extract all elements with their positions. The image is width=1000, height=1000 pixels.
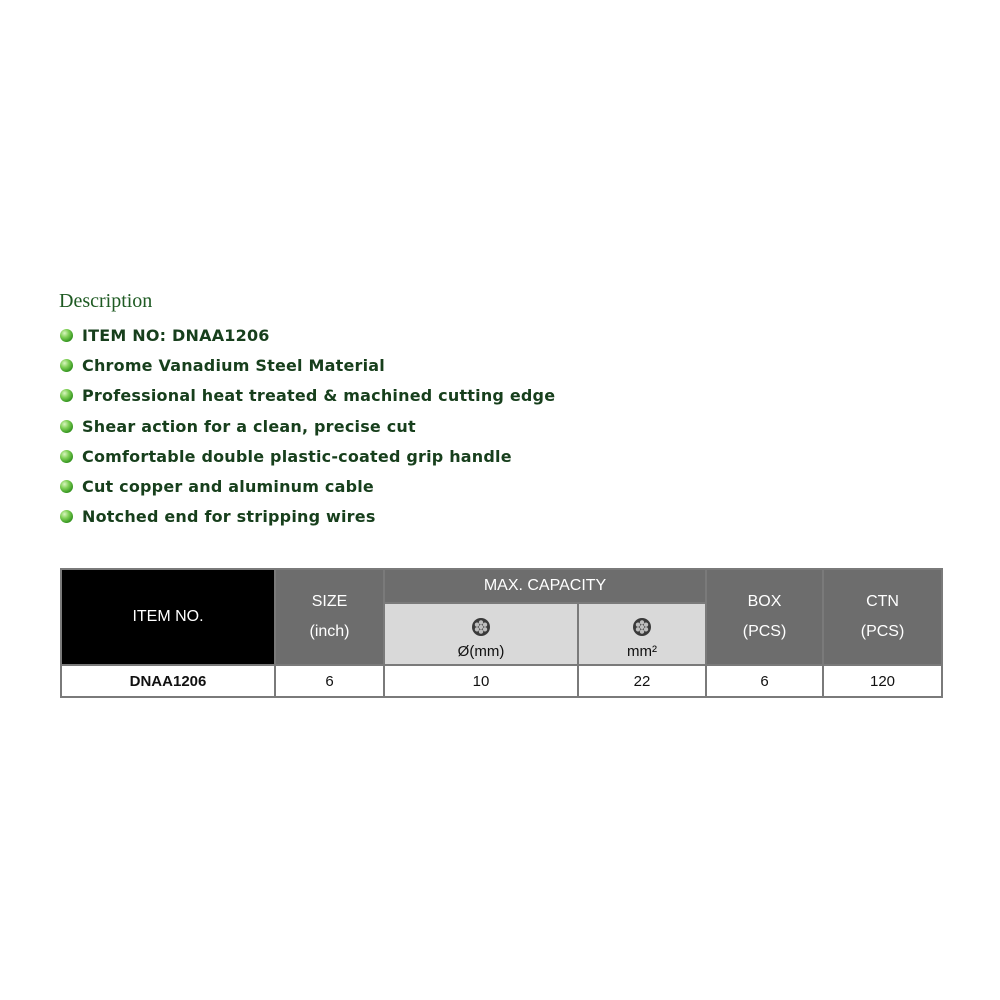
header-size (275, 569, 384, 665)
header-area (578, 603, 706, 665)
table-row (61, 665, 942, 697)
green-bullet-icon (60, 329, 73, 342)
green-bullet-icon (60, 450, 73, 463)
header-max-capacity (384, 569, 706, 603)
feature-item (60, 350, 555, 380)
header-box-label: BOX (747, 593, 782, 610)
cable-cross-section-icon (471, 617, 491, 637)
spec-table (60, 568, 943, 698)
feature-text: Chrome Vanadium Steel Material (82, 355, 385, 375)
cell-area: 22 (578, 665, 706, 697)
feature-text: Notched end for stripping wires (82, 507, 376, 527)
cell-size: 6 (275, 665, 384, 697)
header-ctn (823, 569, 942, 665)
header-ctn-label: CTN (866, 593, 899, 610)
feature-text: Cut copper and aluminum cable (82, 477, 374, 497)
description-title: Description (59, 290, 153, 312)
header-diameter-label: Ø(mm) (457, 643, 505, 660)
header-area-label: mm² (627, 643, 657, 660)
header-size-label: SIZE (311, 593, 348, 610)
cell-box: 6 (706, 665, 823, 697)
feature-item (60, 320, 555, 350)
header-item-no-label: ITEM NO. (132, 608, 204, 625)
header-item-no (61, 569, 275, 665)
header-ctn-unit: (PCS) (860, 623, 905, 640)
header-diameter (384, 603, 578, 665)
cable-cross-section-icon (632, 617, 652, 637)
header-box (706, 569, 823, 665)
header-box-unit: (PCS) (742, 623, 787, 640)
feature-text: Professional heat treated & machined cutting edge (82, 386, 556, 406)
cell-item-no: DNAA1206 (61, 665, 275, 697)
feature-item (60, 441, 555, 471)
feature-text: Comfortable double plastic-coated grip handle (82, 446, 512, 466)
feature-item (60, 411, 555, 441)
feature-item (60, 502, 555, 532)
green-bullet-icon (60, 359, 73, 372)
green-bullet-icon (60, 420, 73, 433)
cell-ctn: 120 (823, 665, 942, 697)
green-bullet-icon (60, 480, 73, 493)
header-max-capacity-label: MAX. CAPACITY (483, 577, 607, 594)
green-bullet-icon (60, 389, 73, 402)
green-bullet-icon (60, 510, 73, 523)
feature-text: Shear action for a clean, precise cut (82, 416, 416, 436)
feature-list (60, 320, 555, 532)
feature-item (60, 471, 555, 501)
feature-item (60, 381, 555, 411)
feature-text: ITEM NO: DNAA1206 (82, 325, 270, 345)
header-size-unit: (inch) (309, 623, 350, 640)
cell-diameter: 10 (384, 665, 578, 697)
